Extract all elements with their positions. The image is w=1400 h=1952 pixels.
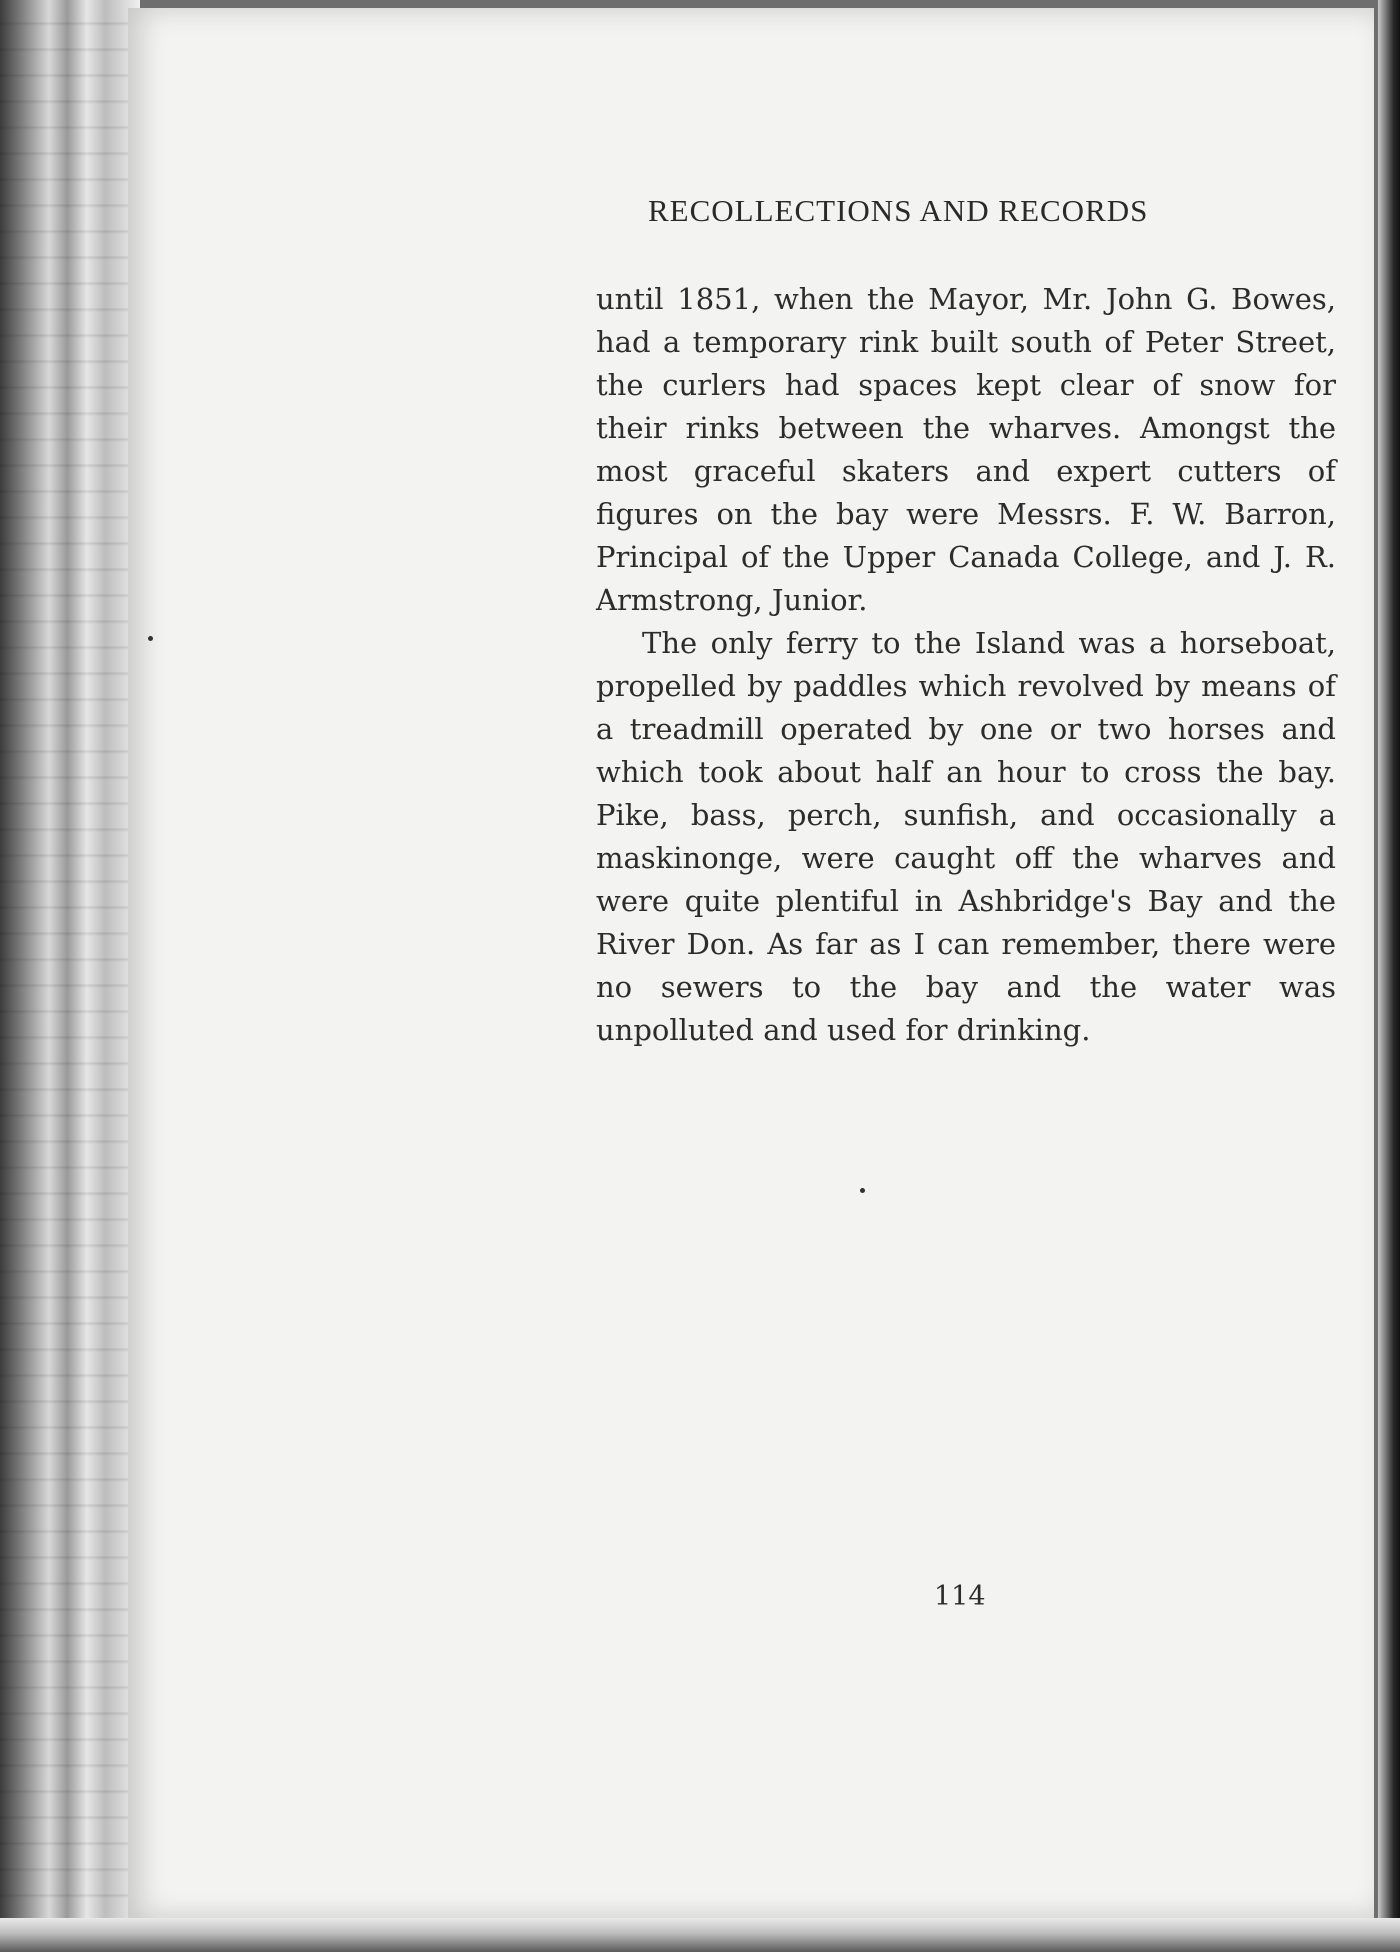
book-edge-bottom	[0, 1918, 1400, 1952]
book-edge-right	[1378, 0, 1400, 1952]
paragraph-2: The only ferry to the Island was a horseboat, propelled by paddles which revolved by means of a treadmill operated by one or two horses and which took about half an hour to cross the bay. Pike, bass, perch, sunfish, and occasionally a maskinonge, were caught off the wharves and were quite plentiful in Ashbridge's Bay and the River Don. As far as I can remember, there were no sewers to the bay and the water was unpolluted and used for drinking.	[596, 626, 1336, 1047]
paragraph-1: until 1851, when the Mayor, Mr. John G. Bowes, had a temporary rink built south of Peter Street, the curlers had spaces kept clear of snow for their rinks between the wharves. Amongst the most graceful skaters and expert cutters of figures on the bay were Messrs. F. W. Barron, Principal of the Upper Canada College, and J. R. Armstrong, Junior.	[596, 282, 1336, 617]
book-edge-left	[0, 0, 140, 1952]
page-number: 114	[934, 1581, 986, 1612]
scan-speck	[148, 636, 153, 641]
running-head: RECOLLECTIONS AND RECORDS	[648, 193, 1149, 228]
body-text	[596, 278, 1336, 1052]
scan-speck	[860, 1188, 865, 1193]
book-page	[128, 8, 1374, 1918]
